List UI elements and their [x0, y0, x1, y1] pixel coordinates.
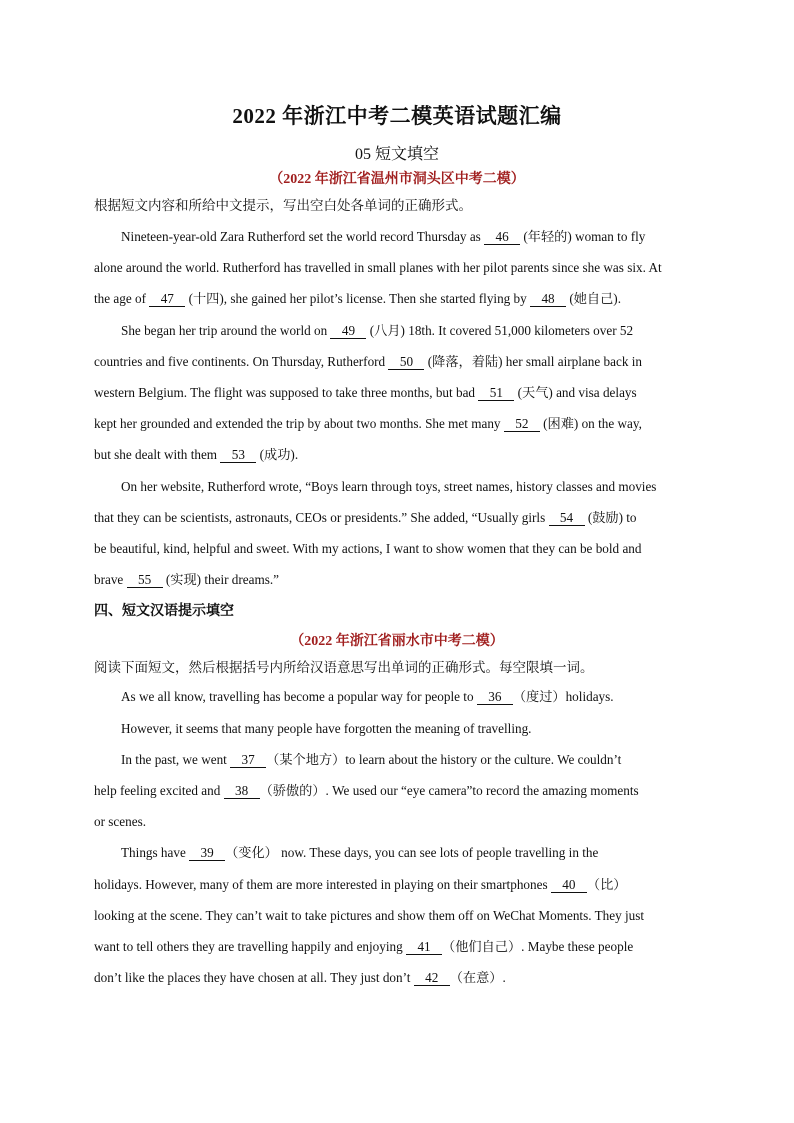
passage-line [94, 564, 700, 595]
blank-52: 52 [504, 416, 540, 432]
passage-text: (八月) 18th. It covered 51,000 kilometers over 52 [366, 322, 634, 338]
passage-text: be beautiful, kind, helpful and sweet. With my actions, I want to show women that they can be bold and [94, 541, 642, 557]
passage-line [94, 775, 700, 806]
passage-text: （比） [586, 876, 627, 892]
instruction-text: 根据短文内容和所给中文提示，写出空白处各单词的正确形式。 [94, 198, 472, 213]
passage-text: holidays. However, many of them are more interested in playing on their smartphones [94, 876, 551, 892]
blank-39: 39 [189, 845, 225, 861]
passage-text: brave [94, 572, 127, 588]
passage-text: （他们自己）. Maybe these people [442, 939, 634, 955]
passage-line [94, 900, 700, 931]
blank-53: 53 [220, 447, 256, 463]
passage-text: (降落，着陆) her small airplane back in [424, 353, 642, 369]
passage-line [94, 439, 700, 470]
blank-51: 51 [478, 385, 514, 401]
passage-text: （度过）holidays. [512, 689, 614, 705]
passage-text: help feeling excited and [94, 783, 224, 799]
passage-text: She began her trip around the world on [121, 322, 331, 338]
blank-42: 42 [414, 970, 450, 986]
blank-55: 55 [127, 572, 163, 588]
blank-37: 37 [230, 752, 266, 768]
passage-text: Nineteen-year-old Zara Rutherford set the world record Thursday as [121, 229, 485, 244]
blank-46: 46 [484, 229, 520, 245]
passage-text: (困难) on the way, [539, 416, 642, 432]
blank-48: 48 [530, 291, 566, 307]
passage-text: (成功). [256, 447, 299, 463]
passage-text: the age of [94, 291, 150, 307]
blank-41: 41 [406, 939, 442, 955]
passage-line [94, 533, 700, 564]
passage-line [94, 931, 700, 962]
passage-text: However, it seems that many people have forgotten the meaning of travelling. [121, 720, 532, 736]
blank-36: 36 [477, 689, 513, 705]
passage-line [94, 408, 700, 439]
passage-text: (实现) their dreams.” [162, 572, 280, 588]
passage-line [94, 744, 700, 775]
passage-line [94, 377, 700, 408]
passage-line [94, 806, 700, 837]
passage-line [94, 837, 700, 868]
passage-text: (天气) and visa delays [514, 385, 637, 401]
instruction-text: 阅读下面短文，然后根据括号内所给汉语意思写出单词的正确形式。每空限填一词。 [94, 660, 594, 676]
passage-text: or scenes. [94, 814, 146, 830]
passage-text: western Belgium. The flight was supposed to take three months, but bad [94, 385, 479, 401]
document-title: 2022 年浙江中考二模英语试题汇编 [232, 104, 562, 128]
passage-text: On her website, Rutherford wrote, “Boys learn through toys, street names, history classes and movies [121, 478, 657, 494]
passage-line [94, 346, 700, 377]
passage-text: kept her grounded and extended the trip by about two months. She met many [94, 416, 504, 432]
blank-50: 50 [388, 354, 424, 370]
passage-line [94, 962, 700, 993]
blank-54: 54 [549, 510, 585, 526]
passage-text: As we all know, travelling has become a popular way for people to [121, 689, 477, 705]
passage-line [94, 471, 700, 502]
passage-text: that they can be scientists, astronauts, CEOs or presidents.” She added, “Usually girls [94, 509, 549, 525]
passage-text: countries and five continents. On Thursday, Rutherford [94, 353, 389, 369]
passage-text: （变化） now. These days, you can see lots of people travelling in the [225, 845, 599, 861]
document-subtitle: 05 短文填空 [354, 146, 439, 163]
passage-line [94, 502, 700, 533]
passage-text: Things have [121, 845, 190, 861]
passage-text: （骄傲的）. We used our “eye camera”to record the amazing moments [259, 783, 639, 799]
passage-text: (十四), she gained her pilot’s license. Then she started flying by [185, 291, 531, 307]
blank-38: 38 [224, 783, 260, 799]
passage-line [94, 713, 700, 744]
blank-40: 40 [551, 877, 587, 893]
passage-text: alone around the world. Rutherford has travelled in small planes with her pilot parents since she was six. At [94, 260, 662, 276]
passage-line [94, 221, 700, 252]
passage-text: don’t like the places they have chosen at all. They just don’t [94, 970, 414, 986]
blank-49: 49 [330, 323, 366, 339]
blank-47: 47 [149, 291, 185, 307]
passage-line [94, 869, 700, 900]
source-label-wenzhou: （2022 年浙江省温州市洞头区中考二模） [269, 172, 525, 187]
document-page [94, 98, 700, 993]
passage-text: （某个地方）to learn about the history or the culture. We couldn’t [266, 751, 622, 767]
passage-text: but she dealt with them [94, 447, 221, 463]
passage-line [94, 315, 700, 346]
passage-text: (鼓励) to [584, 509, 637, 525]
section-heading: 四、短文汉语提示填空 [94, 604, 234, 620]
passage-line [94, 283, 700, 314]
passage-text: want to tell others they are travelling happily and enjoying [94, 939, 407, 955]
passage-text: （在意）. [449, 970, 506, 986]
passage-line [94, 252, 700, 283]
passage-line [94, 681, 700, 712]
source-label-lishui: （2022 年浙江省丽水市中考二模） [290, 634, 504, 650]
passage-text: (年轻的) woman to fly [520, 229, 646, 244]
passage-text: looking at the scene. They can’t wait to take pictures and show them off on WeChat Moments. They just [94, 907, 645, 923]
passage-text: In the past, we went [121, 751, 231, 767]
passage-text: (她自己). [566, 291, 621, 307]
